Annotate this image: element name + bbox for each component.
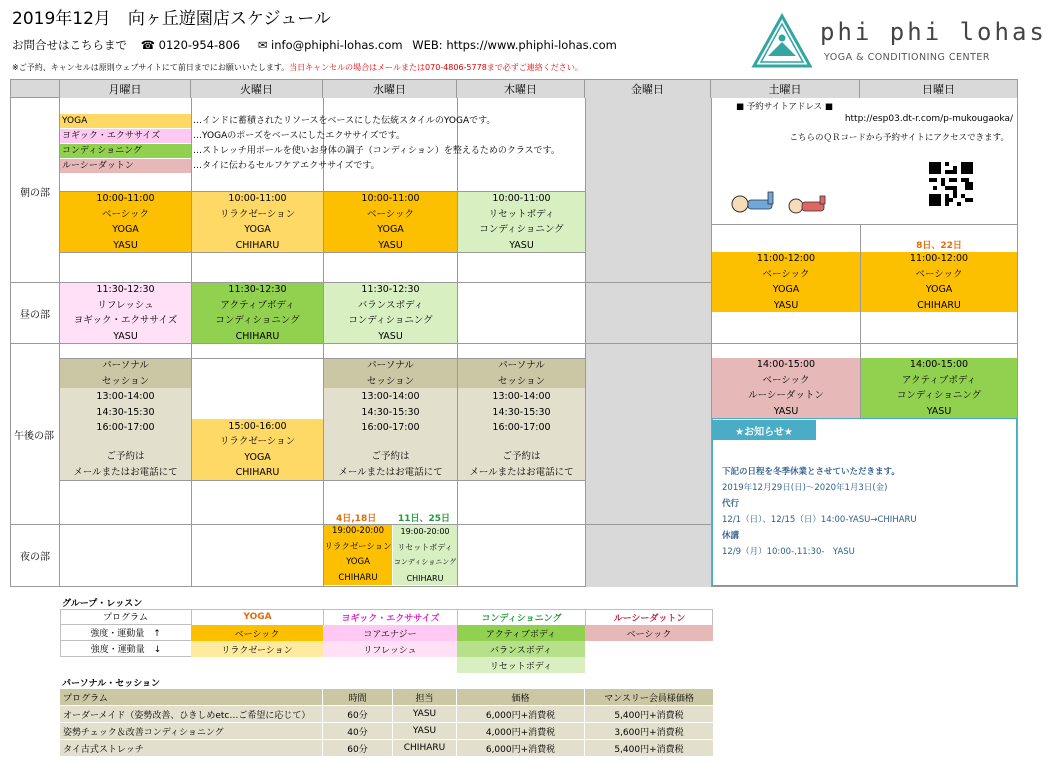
reservation-qr-text: こちらのＱＲコードから予約サイトにアクセスできます。	[789, 133, 1009, 143]
notice-line	[12, 62, 583, 73]
group-yoga-low: リラクゼーション	[191, 641, 323, 657]
personal-header-time: 時間	[323, 689, 393, 705]
personal-session-thu-head: パーソナル セッション	[458, 359, 585, 388]
personal-row-3-member: 5,400円+消費税	[585, 740, 713, 756]
day-header-fri: 金曜日	[585, 80, 711, 98]
news-line-3: 代行	[722, 499, 740, 509]
personal-session-thu-body[interactable]: 13:00-14:00 14:30-15:30 16:00-17:00 ご予約は メールまたはお電話にて	[458, 388, 585, 480]
group-cond-extra: リセットボディ	[457, 657, 585, 673]
legend-yoga-desc: …インドに蓄積されたリソースをベースにした伝統スタイルのYOGAです。	[193, 116, 496, 126]
personal-row-3-staff: CHIHARU	[393, 740, 457, 756]
reservation-title: ■ 予約サイトアドレス ■	[736, 102, 833, 112]
qr-code-icon[interactable]	[929, 162, 973, 206]
period-morning: 朝の部	[20, 188, 50, 199]
personal-row-3-price: 6,000円+消費税	[457, 740, 585, 756]
contact-label: お問合せはこちらまで	[12, 38, 127, 52]
group-col-lucy: ルーシーダットン	[585, 609, 713, 625]
wed-evening-note-2: 11日、25日	[398, 514, 451, 524]
day-header-wed: 水曜日	[323, 80, 457, 98]
class-sun-morning[interactable]: 11:00-12:00 ベーシック YOGA CHIHARU	[861, 252, 1017, 312]
personal-row-1-time: 60分	[323, 706, 393, 722]
class-wed-evening-yoga[interactable]: 19:00-20:00 リラクゼーション YOGA CHIHARU	[324, 525, 392, 585]
group-yogic-high: コアエナジー	[323, 625, 457, 641]
class-sat-afternoon[interactable]: 14:00-15:00 ベーシック ルーシーダットン YASU	[712, 358, 860, 418]
group-lucy-high: ベーシック	[585, 625, 713, 641]
period-afternoon: 午後の部	[14, 431, 54, 442]
class-sun-afternoon[interactable]: 14:00-15:00 アクティブボディ コンディショニング YASU	[861, 358, 1017, 418]
personal-row-1-member: 5,400円+消費税	[585, 706, 713, 722]
class-sat-morning[interactable]: 11:00-12:00 ベーシック YOGA YASU	[712, 252, 860, 312]
personal-row-2-staff: YASU	[393, 723, 457, 739]
class-tue-noon[interactable]: 11:30-12:30 アクティブボディ コンディショニング CHIHARU	[192, 283, 323, 343]
legend-conditioning-desc: …ストレッチ用ポールを使いお身体の調子（コンディション）を整えるためのクラスです。	[193, 146, 560, 156]
contact-line	[12, 37, 617, 53]
group-col-yoga: YOGA	[191, 609, 323, 625]
group-lesson-title: グループ・レッスン	[62, 599, 143, 609]
period-evening: 夜の部	[20, 552, 50, 563]
group-program-label: プログラム	[60, 609, 191, 625]
day-header-sat: 土曜日	[711, 80, 860, 98]
group-yogic-low: リフレッシュ	[323, 641, 457, 657]
logo-name: phi phi lohas	[820, 18, 1047, 46]
day-header-sun: 日曜日	[860, 80, 1017, 98]
legend-lucy: ルーシーダットン	[60, 159, 191, 173]
class-wed-morning[interactable]: 10:00-11:00 ベーシック YOGA YASU	[324, 192, 457, 252]
notice-red: 当日キャンセルの場合はメールまたは070-4806-5778まで必ずご連絡ください。	[289, 63, 583, 72]
group-cond-high: アクティブボディ	[457, 625, 585, 641]
page-title: 2019年12月 向ヶ丘遊園店スケジュール	[12, 9, 331, 29]
class-tue-morning[interactable]: 10:00-11:00 リラクゼーション YOGA CHIHARU	[192, 192, 323, 252]
group-cond-low: バランスボディ	[457, 641, 585, 657]
personal-header-staff: 担当	[393, 689, 457, 705]
legend-lucy-desc: …タイに伝わるセルフケアエクササイズです。	[193, 161, 380, 171]
website-url[interactable]: WEB: https://www.phiphi-lohas.com	[412, 38, 617, 52]
class-tue-afternoon[interactable]: 15:00-16:00 リラクゼーション YOGA CHIHARU	[192, 419, 323, 480]
personal-session-mon-body[interactable]: 13:00-14:00 14:30-15:30 16:00-17:00 ご予約は メールまたはお電話にて	[60, 388, 191, 480]
personal-row-1-price: 6,000円+消費税	[457, 706, 585, 722]
news-line-2: 2019年12月29日(日)～2020年1月3日(金)	[722, 483, 888, 493]
group-high-label: 強度・運動量 ↑	[60, 625, 191, 641]
personal-row-2-member: 3,600円+消費税	[585, 723, 713, 739]
news-title-tab: ★お知らせ★	[712, 420, 816, 440]
personal-session-wed-body[interactable]: 13:00-14:00 14:30-15:30 16:00-17:00 ご予約は メールまたはお電話にて	[324, 388, 457, 480]
class-mon-morning[interactable]: 10:00-11:00 ベーシック YOGA YASU	[60, 192, 191, 252]
legend-yogic: ヨギック・エクササイズ	[60, 129, 191, 143]
reservation-url[interactable]: http://esp03.dt-r.com/p-mukougaoka/	[844, 114, 1013, 124]
personal-row-1-program: オーダーメイド（姿勢改善、ひきしめetc…ご希望に応じて）	[60, 706, 323, 722]
personal-row-2-program: 姿勢チェック＆改善コンディショニング	[60, 723, 323, 739]
notice-black: ※ご予約、キャンセルは原則ウェブサイトにて前日までにお願いいたします。	[12, 63, 290, 72]
news-line-1: 下記の日程を冬季休業とさせていただきます。	[722, 467, 900, 477]
people-illustration-icon	[730, 190, 830, 220]
logo-triangle-icon	[752, 14, 812, 68]
group-col-yogic: ヨギック・エクササイズ	[323, 609, 457, 625]
personal-session-wed-head: パーソナル セッション	[324, 359, 457, 388]
logo	[752, 14, 1047, 70]
group-low-label: 強度・運動量 ↓	[60, 641, 191, 657]
personal-row-3-time: 60分	[323, 740, 393, 756]
personal-row-1-staff: YASU	[393, 706, 457, 722]
personal-session-title: パーソナル・セッション	[62, 679, 161, 689]
legend-yogic-desc: …YOGAのポーズをベースにしたエクササイズです。	[193, 131, 405, 141]
news-line-6: 12/9（月）10:00-,11:30- YASU	[722, 547, 855, 557]
personal-row-3-program: タイ古式ストレッチ	[60, 740, 323, 756]
class-wed-noon[interactable]: 11:30-12:30 バランスボディ コンディショニング YASU	[324, 283, 457, 343]
news-body	[722, 464, 917, 560]
news-line-4: 12/1（日）、12/15（日）14:00-YASU→CHIHARU	[722, 515, 917, 525]
class-thu-morning[interactable]: 10:00-11:00 リセットボディ コンディショニング YASU	[458, 192, 585, 252]
class-wed-evening-cond[interactable]: 19:00-20:00 リセットボディ コンディショニング CHIHARU	[393, 525, 457, 585]
personal-header-program: プログラム	[60, 689, 323, 705]
group-yoga-high: ベーシック	[191, 625, 323, 641]
day-header-thu: 木曜日	[457, 80, 585, 98]
day-header-mon: 月曜日	[60, 80, 191, 98]
wed-evening-note-1: 4日,18日	[336, 514, 377, 524]
email-address[interactable]: ✉ info@phiphi-lohas.com	[257, 38, 403, 52]
personal-row-2-time: 40分	[323, 723, 393, 739]
legend-conditioning: コンディショニング	[60, 144, 191, 158]
period-noon: 昼の部	[20, 310, 50, 321]
sun-date-note: 8日、22日	[916, 241, 962, 251]
personal-session-mon-head: パーソナル セッション	[60, 359, 191, 388]
reservation-box	[712, 98, 1017, 224]
phone-number[interactable]: ☎ 0120-954-806	[140, 38, 241, 52]
personal-row-2-price: 4,000円+消費税	[457, 723, 585, 739]
logo-sub: YOGA & CONDITIONING CENTER	[824, 52, 991, 63]
personal-header-member-price: マンスリー会員様価格	[585, 689, 713, 705]
group-col-conditioning: コンディショニング	[457, 609, 585, 625]
personal-header-price: 価格	[457, 689, 585, 705]
legend-yoga: YOGA	[60, 114, 191, 128]
day-header-tue: 火曜日	[191, 80, 323, 98]
class-mon-noon[interactable]: 11:30-12:30 リフレッシュ ヨギック・エクササイズ YASU	[60, 283, 191, 343]
news-line-5: 休講	[722, 531, 740, 541]
